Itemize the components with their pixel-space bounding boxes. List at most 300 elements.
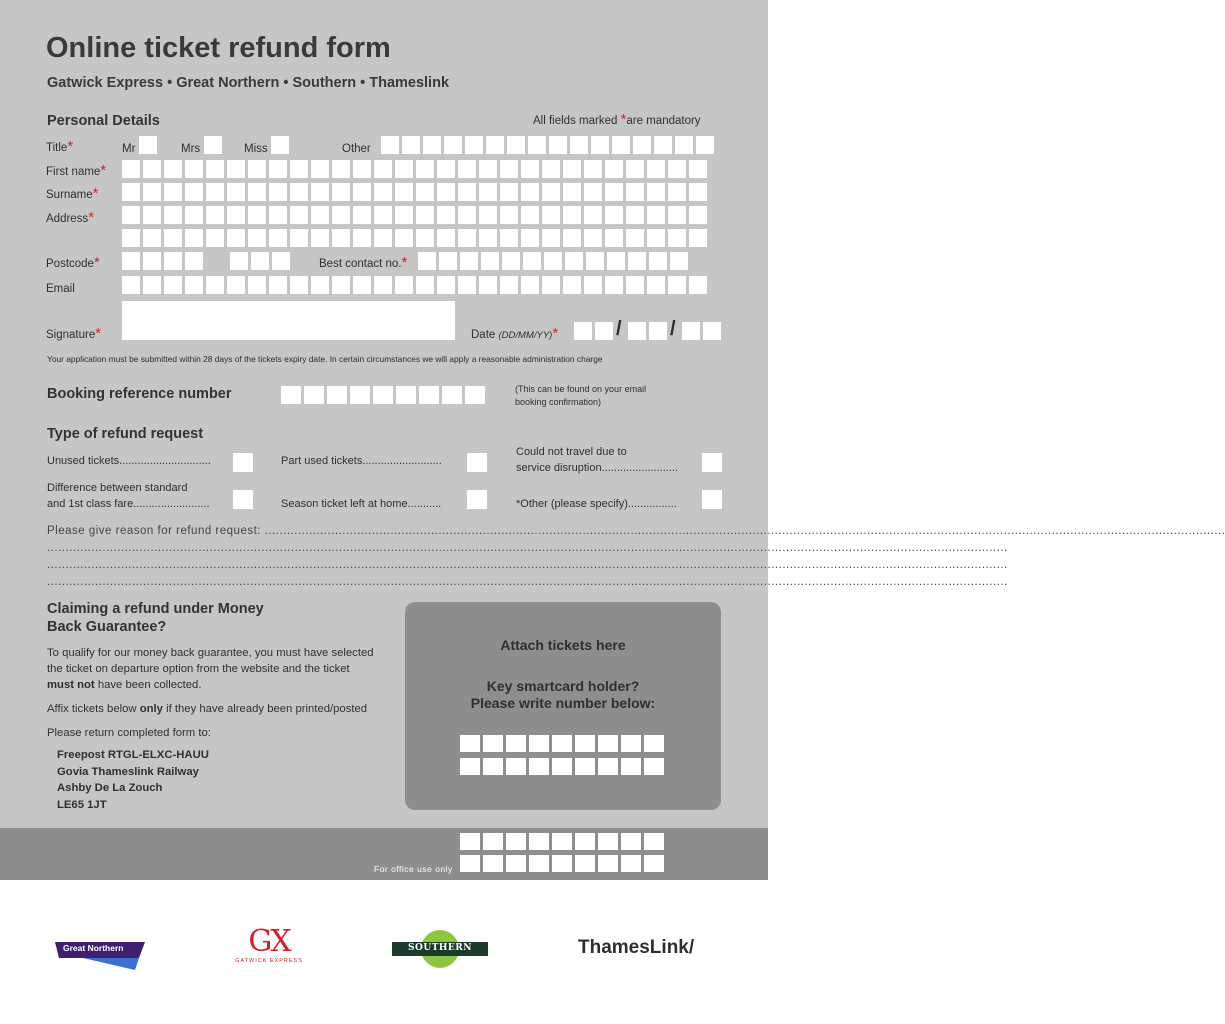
character-box[interactable] — [486, 136, 504, 154]
character-box[interactable] — [628, 252, 646, 270]
character-box[interactable] — [269, 160, 287, 178]
character-box[interactable] — [500, 276, 518, 294]
attach-tickets-panel — [405, 602, 721, 810]
character-box[interactable] — [416, 160, 434, 178]
southern-logo — [392, 929, 488, 969]
character-box[interactable] — [563, 276, 581, 294]
character-box[interactable] — [563, 206, 581, 224]
character-box[interactable] — [419, 386, 439, 404]
character-box — [575, 855, 595, 872]
character-box — [483, 833, 503, 850]
character-box[interactable] — [595, 322, 613, 340]
fare-difference-label: Difference between standard and 1st class fare......................... — [47, 482, 210, 510]
character-box[interactable] — [185, 183, 203, 201]
character-box[interactable] — [395, 206, 413, 224]
smartcard-prompt: Key smartcard holder? Please write number below: — [470, 678, 656, 711]
character-box[interactable] — [483, 758, 503, 775]
character-box[interactable] — [143, 229, 161, 247]
character-box[interactable] — [290, 183, 308, 201]
character-box[interactable] — [227, 183, 245, 201]
surname-field[interactable] — [122, 183, 707, 201]
character-box[interactable] — [437, 206, 455, 224]
character-box — [644, 855, 664, 872]
office-use-label: For office use only — [374, 864, 453, 874]
character-box[interactable] — [122, 183, 140, 201]
character-box[interactable] — [327, 386, 347, 404]
character-box[interactable] — [689, 183, 707, 201]
character-box[interactable] — [332, 206, 350, 224]
unused-tickets-checkbox[interactable] — [233, 453, 253, 472]
character-box[interactable] — [549, 136, 567, 154]
character-box[interactable] — [164, 229, 182, 247]
first-name-field[interactable] — [122, 160, 707, 178]
character-box[interactable] — [353, 229, 371, 247]
character-box[interactable] — [381, 136, 399, 154]
attach-tickets-text: Attach tickets here — [500, 637, 626, 653]
character-box[interactable] — [143, 183, 161, 201]
mr-checkbox[interactable] — [139, 136, 157, 154]
character-box[interactable] — [598, 758, 618, 775]
character-box — [644, 833, 664, 850]
character-box[interactable] — [374, 183, 392, 201]
character-box[interactable] — [605, 206, 623, 224]
character-box[interactable] — [605, 183, 623, 201]
character-box — [506, 855, 526, 872]
character-box[interactable] — [529, 735, 549, 752]
character-box[interactable] — [542, 276, 560, 294]
reason-line-4[interactable]: .................................................................................................................................................................................................................................................................... — [47, 576, 1008, 588]
booking-hint-line1: (This can be found on your email — [515, 384, 647, 394]
character-box[interactable] — [416, 206, 434, 224]
character-box[interactable] — [528, 136, 546, 154]
character-box[interactable] — [332, 276, 350, 294]
character-box[interactable] — [304, 386, 324, 404]
character-box[interactable] — [644, 735, 664, 752]
character-box[interactable] — [689, 160, 707, 178]
character-box[interactable] — [311, 206, 329, 224]
address-label: Address* — [46, 209, 95, 226]
character-box[interactable] — [311, 276, 329, 294]
character-box[interactable] — [586, 252, 604, 270]
character-box — [506, 833, 526, 850]
character-box[interactable] — [647, 160, 665, 178]
part-used-label: Part used tickets.......................... — [281, 455, 442, 467]
affix-instructions: Affix tickets below only if they have already been printed/posted — [47, 703, 368, 715]
character-box[interactable] — [500, 229, 518, 247]
contact-number-field[interactable] — [418, 252, 688, 270]
character-box[interactable] — [185, 229, 203, 247]
character-box[interactable] — [444, 136, 462, 154]
character-box[interactable] — [703, 322, 721, 340]
character-box[interactable] — [506, 735, 526, 752]
character-box[interactable] — [122, 276, 140, 294]
submission-notice: Your application must be submitted within 28 days of the tickets expiry date. In certain circumstances we will apply a reasonable administration charge — [47, 354, 603, 364]
other-reason-label: *Other (please specify)................ — [516, 498, 677, 510]
character-box[interactable] — [418, 252, 436, 270]
date-month-field[interactable] — [628, 322, 667, 340]
mandatory-note — [533, 111, 701, 128]
character-box[interactable] — [395, 229, 413, 247]
character-box[interactable] — [584, 160, 602, 178]
character-box[interactable] — [248, 160, 266, 178]
signature-label: Signature* — [46, 325, 102, 342]
character-box[interactable] — [458, 276, 476, 294]
character-box[interactable] — [248, 276, 266, 294]
character-box[interactable] — [374, 160, 392, 178]
character-box[interactable] — [437, 160, 455, 178]
character-box[interactable] — [143, 252, 161, 270]
character-box[interactable] — [395, 183, 413, 201]
character-box[interactable] — [633, 136, 651, 154]
character-box — [575, 833, 595, 850]
character-box[interactable] — [122, 160, 140, 178]
character-box[interactable] — [479, 276, 497, 294]
character-box[interactable] — [506, 758, 526, 775]
booking-reference-hint — [515, 383, 646, 409]
character-box[interactable] — [122, 206, 140, 224]
date-slash-1: / — [616, 318, 622, 340]
character-box[interactable] — [521, 276, 539, 294]
character-box[interactable] — [563, 183, 581, 201]
character-box[interactable] — [521, 160, 539, 178]
great-northern-logo-text: Great Northern — [63, 943, 124, 953]
character-box[interactable] — [439, 252, 457, 270]
character-box — [552, 855, 572, 872]
booking-reference-field[interactable] — [281, 386, 485, 404]
character-box[interactable] — [591, 136, 609, 154]
character-box — [621, 855, 641, 872]
character-box[interactable] — [689, 276, 707, 294]
character-box[interactable] — [479, 160, 497, 178]
character-box[interactable] — [521, 183, 539, 201]
character-box[interactable] — [654, 136, 672, 154]
character-box[interactable] — [143, 206, 161, 224]
character-box[interactable] — [206, 229, 224, 247]
character-box[interactable] — [423, 136, 441, 154]
character-box[interactable] — [621, 758, 641, 775]
character-box[interactable] — [479, 183, 497, 201]
reason-line-3[interactable]: .................................................................................................................................................................................................................................................................... — [47, 559, 1008, 571]
character-box[interactable] — [353, 183, 371, 201]
postcode-label: Postcode* — [46, 254, 100, 271]
character-box[interactable] — [143, 276, 161, 294]
character-box[interactable] — [269, 206, 287, 224]
character-box[interactable] — [668, 229, 686, 247]
character-box[interactable] — [584, 183, 602, 201]
thameslink-logo-text: ThamesLink/ — [578, 937, 695, 958]
contact-label: Best contact no.* — [319, 254, 408, 271]
character-box[interactable] — [164, 252, 182, 270]
address-line2-field[interactable] — [122, 229, 707, 247]
character-box[interactable] — [649, 252, 667, 270]
character-box[interactable] — [507, 136, 525, 154]
character-box[interactable] — [311, 183, 329, 201]
character-box[interactable] — [521, 206, 539, 224]
postcode-field-part1[interactable] — [122, 252, 203, 270]
character-box[interactable] — [227, 229, 245, 247]
character-box[interactable] — [416, 276, 434, 294]
title-label: Title* — [46, 138, 74, 155]
character-box[interactable] — [269, 276, 287, 294]
character-box[interactable] — [332, 160, 350, 178]
character-box[interactable] — [437, 183, 455, 201]
address-line: Ashby De La Zouch — [57, 782, 163, 794]
character-box[interactable] — [185, 160, 203, 178]
character-box[interactable] — [670, 252, 688, 270]
character-box[interactable] — [668, 183, 686, 201]
character-box[interactable] — [479, 206, 497, 224]
character-box[interactable] — [500, 160, 518, 178]
character-box[interactable] — [143, 160, 161, 178]
mrs-label: Mrs — [181, 143, 201, 155]
character-box[interactable] — [575, 735, 595, 752]
character-box — [552, 833, 572, 850]
postcode-field-part2[interactable] — [230, 252, 290, 270]
character-box[interactable] — [373, 386, 393, 404]
season-ticket-label: Season ticket left at home........... — [281, 498, 442, 510]
character-box[interactable] — [481, 252, 499, 270]
character-box[interactable] — [500, 183, 518, 201]
character-box[interactable] — [353, 160, 371, 178]
character-box[interactable] — [668, 160, 686, 178]
character-box[interactable] — [164, 276, 182, 294]
character-box[interactable] — [206, 183, 224, 201]
character-box[interactable] — [290, 206, 308, 224]
money-back-heading: Claiming a refund under Money Back Guarantee? — [47, 601, 264, 635]
character-box[interactable] — [605, 229, 623, 247]
character-box[interactable] — [248, 183, 266, 201]
character-box[interactable] — [500, 206, 518, 224]
character-box[interactable] — [458, 183, 476, 201]
character-box[interactable] — [248, 229, 266, 247]
disruption-label: Could not travel due to service disruption......................... — [516, 446, 678, 474]
character-box[interactable] — [458, 206, 476, 224]
date-slash-2: / — [670, 318, 676, 340]
character-box — [460, 855, 480, 872]
character-box[interactable] — [647, 276, 665, 294]
character-box[interactable] — [185, 206, 203, 224]
southern-logo-text: SOUTHERN — [408, 943, 472, 953]
miss-label: Miss — [244, 143, 268, 155]
character-box[interactable] — [626, 276, 644, 294]
character-box[interactable] — [395, 160, 413, 178]
character-box[interactable] — [227, 206, 245, 224]
character-box[interactable] — [647, 229, 665, 247]
character-box[interactable] — [626, 160, 644, 178]
miss-checkbox[interactable] — [271, 136, 289, 154]
character-box — [529, 855, 549, 872]
character-box[interactable] — [185, 252, 203, 270]
character-box — [529, 833, 549, 850]
character-box[interactable] — [437, 229, 455, 247]
fare-difference-checkbox[interactable] — [233, 490, 253, 509]
other-reason-checkbox[interactable] — [702, 490, 722, 509]
character-box[interactable] — [269, 183, 287, 201]
character-box[interactable] — [612, 136, 630, 154]
character-box[interactable] — [628, 322, 646, 340]
character-box[interactable] — [290, 229, 308, 247]
smartcard-number-row1[interactable] — [460, 735, 664, 752]
character-box[interactable] — [164, 183, 182, 201]
character-box[interactable] — [122, 252, 140, 270]
character-box[interactable] — [552, 758, 572, 775]
character-box[interactable] — [206, 160, 224, 178]
character-box[interactable] — [626, 229, 644, 247]
character-box[interactable] — [272, 252, 290, 270]
character-box[interactable] — [311, 229, 329, 247]
character-box[interactable] — [458, 229, 476, 247]
character-box[interactable] — [374, 206, 392, 224]
signature-field[interactable] — [122, 301, 455, 340]
character-box — [483, 855, 503, 872]
smartcard-number-row2[interactable] — [460, 758, 664, 775]
character-box[interactable] — [621, 735, 641, 752]
character-box[interactable] — [374, 276, 392, 294]
part-used-checkbox[interactable] — [467, 453, 487, 472]
office-use-row1 — [460, 833, 664, 850]
character-box[interactable] — [465, 386, 485, 404]
character-box[interactable] — [402, 136, 420, 154]
character-box[interactable] — [605, 160, 623, 178]
character-box[interactable] — [575, 758, 595, 775]
character-box — [598, 833, 618, 850]
character-box[interactable] — [227, 160, 245, 178]
character-box[interactable] — [668, 276, 686, 294]
great-northern-logo — [53, 940, 147, 972]
character-box[interactable] — [542, 183, 560, 201]
address-line1-field[interactable] — [122, 206, 707, 224]
character-box[interactable] — [584, 206, 602, 224]
character-box[interactable] — [584, 276, 602, 294]
character-box[interactable] — [251, 252, 269, 270]
operators-subtitle: Gatwick Express • Great Northern • Southern • Thameslink — [47, 75, 450, 91]
mandatory-star: * — [620, 111, 627, 128]
character-box[interactable] — [465, 136, 483, 154]
character-box[interactable] — [442, 386, 462, 404]
character-box[interactable] — [290, 276, 308, 294]
character-box[interactable] — [544, 252, 562, 270]
character-box[interactable] — [598, 735, 618, 752]
character-box[interactable] — [563, 229, 581, 247]
season-ticket-checkbox[interactable] — [467, 490, 487, 509]
character-box[interactable] — [206, 276, 224, 294]
character-box — [460, 833, 480, 850]
character-box[interactable] — [350, 386, 370, 404]
address-line: Govia Thameslink Railway — [57, 765, 199, 778]
character-box[interactable] — [563, 160, 581, 178]
character-box[interactable] — [552, 735, 572, 752]
character-box[interactable] — [626, 206, 644, 224]
character-box[interactable] — [416, 229, 434, 247]
character-box[interactable] — [647, 206, 665, 224]
refund-type-heading: Type of refund request — [47, 426, 204, 442]
character-box[interactable] — [227, 276, 245, 294]
character-box[interactable] — [607, 252, 625, 270]
character-box[interactable] — [682, 322, 700, 340]
character-box[interactable] — [647, 183, 665, 201]
character-box[interactable] — [374, 229, 392, 247]
character-box[interactable] — [570, 136, 588, 154]
character-box[interactable] — [483, 735, 503, 752]
character-box[interactable] — [164, 206, 182, 224]
thameslink-logo — [578, 937, 694, 959]
character-box[interactable] — [584, 229, 602, 247]
character-box[interactable] — [458, 160, 476, 178]
character-box[interactable] — [529, 758, 549, 775]
character-box[interactable] — [122, 229, 140, 247]
money-back-paragraph: To qualify for our money back guarantee, you must have selected the ticket on departure option from the website and the ticket must not have been collected. — [47, 647, 374, 691]
character-box[interactable] — [668, 206, 686, 224]
character-box[interactable] — [460, 735, 480, 752]
address-line: LE65 1JT — [57, 798, 107, 811]
character-box[interactable] — [542, 160, 560, 178]
character-box[interactable] — [332, 183, 350, 201]
character-box[interactable] — [542, 229, 560, 247]
booking-reference-heading: Booking reference number — [47, 386, 232, 402]
character-box[interactable] — [311, 160, 329, 178]
reason-line-1[interactable]: Please give reason for refund request: .................................................................................................................................................................................................................................................................... — [47, 525, 1225, 537]
character-box[interactable] — [675, 136, 693, 154]
character-box[interactable] — [290, 160, 308, 178]
character-box[interactable] — [281, 386, 301, 404]
character-box[interactable] — [502, 252, 520, 270]
character-box[interactable] — [689, 206, 707, 224]
date-year-field[interactable] — [682, 322, 721, 340]
character-box — [598, 855, 618, 872]
surname-label: Surname* — [46, 185, 99, 202]
mandatory-note-prefix: All fields marked — [533, 115, 621, 127]
character-box[interactable] — [565, 252, 583, 270]
character-box[interactable] — [460, 758, 480, 775]
character-box[interactable] — [164, 160, 182, 178]
personal-details-heading: Personal Details — [47, 113, 160, 129]
character-box[interactable] — [479, 229, 497, 247]
character-box[interactable] — [395, 276, 413, 294]
character-box[interactable] — [689, 229, 707, 247]
other-title-field[interactable] — [381, 136, 714, 154]
character-box[interactable] — [185, 276, 203, 294]
first-name-label: First name* — [46, 162, 107, 179]
character-box[interactable] — [353, 206, 371, 224]
character-box[interactable] — [416, 183, 434, 201]
character-box[interactable] — [460, 252, 478, 270]
email-field[interactable] — [122, 276, 707, 294]
character-box[interactable] — [696, 136, 714, 154]
character-box[interactable] — [437, 276, 455, 294]
character-box[interactable] — [542, 206, 560, 224]
character-box[interactable] — [353, 276, 371, 294]
character-box[interactable] — [521, 229, 539, 247]
character-box[interactable] — [269, 229, 287, 247]
character-box[interactable] — [206, 206, 224, 224]
character-box[interactable] — [644, 758, 664, 775]
character-box[interactable] — [649, 322, 667, 340]
character-box[interactable] — [230, 252, 248, 270]
email-label: Email — [46, 283, 75, 295]
disruption-checkbox[interactable] — [702, 453, 722, 472]
date-day-field[interactable] — [574, 322, 613, 340]
character-box[interactable] — [332, 229, 350, 247]
page-title: Online ticket refund form — [46, 32, 391, 64]
character-box[interactable] — [605, 276, 623, 294]
mrs-checkbox[interactable] — [204, 136, 222, 154]
character-box[interactable] — [626, 183, 644, 201]
character-box[interactable] — [574, 322, 592, 340]
character-box[interactable] — [523, 252, 541, 270]
character-box[interactable] — [248, 206, 266, 224]
character-box[interactable] — [396, 386, 416, 404]
reason-line-2[interactable]: .................................................................................................................................................................................................................................................................... — [47, 542, 1008, 554]
